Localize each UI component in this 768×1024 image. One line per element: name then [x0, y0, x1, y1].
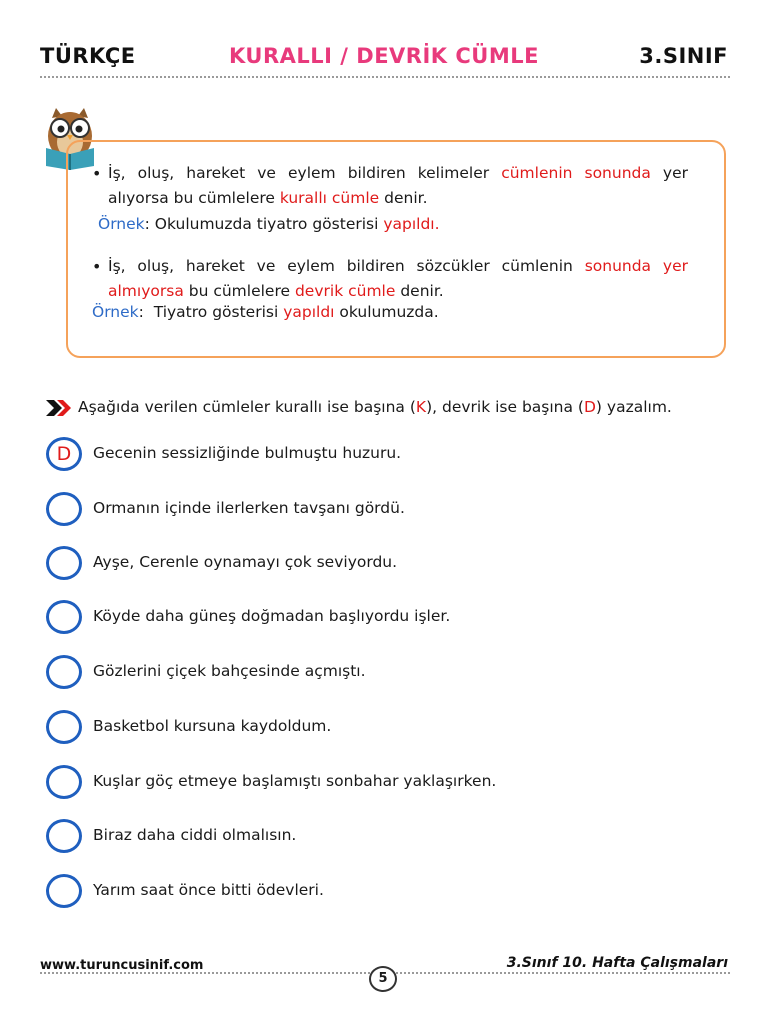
rule-text: İş, oluş, hareket ve eylem bildiren sözcükler cümlenin — [108, 257, 585, 275]
question-text: Gözlerini çiçek bahçesinde açmıştı. — [93, 662, 366, 680]
header-divider — [40, 76, 730, 78]
rule-highlight: sonunda yer almıyorsa — [108, 257, 688, 300]
answer-circle[interactable] — [46, 546, 82, 580]
answer-circle[interactable] — [46, 492, 82, 526]
rule-text: bu cümlelere — [183, 282, 295, 300]
instruction-letter-k: K — [415, 398, 427, 416]
question-row — [46, 492, 726, 532]
example-label: Örnek — [98, 215, 145, 233]
question-row — [46, 765, 726, 805]
rule-text: yer alıyorsa bu cümlelere — [108, 164, 688, 207]
footer-week-label: 3.Sınıf 10. Hafta Çalışmaları — [506, 955, 728, 971]
double-chevron-right-icon — [44, 398, 74, 418]
answer-value: D — [56, 443, 72, 465]
answer-value — [49, 713, 79, 741]
answer-circle[interactable] — [46, 710, 82, 744]
answer-circle[interactable] — [46, 765, 82, 799]
question-text: Basketbol kursuna kaydoldum. — [93, 717, 332, 735]
example-label: Örnek — [92, 303, 139, 321]
question-text: Köyde daha güneş doğmadan başlıyordu işler. — [93, 607, 451, 625]
example-text: : Okulumuzda tiyatro gösterisi — [144, 215, 384, 233]
question-text: Biraz daha ciddi olmalısın. — [93, 826, 297, 844]
question-row — [46, 655, 726, 695]
rule-text: İş, oluş, hareket ve eylem bildiren kelimeler — [108, 164, 502, 182]
answer-value — [49, 822, 79, 850]
answer-value — [49, 768, 79, 796]
question-row — [46, 546, 726, 586]
answer-value — [49, 549, 79, 577]
answer-circle[interactable] — [46, 819, 82, 853]
answer-value — [49, 495, 79, 523]
bullet: • — [92, 257, 102, 276]
grade-label: 3.SINIF — [639, 44, 728, 68]
page-number: 5 — [369, 966, 397, 992]
answer-circle[interactable] — [46, 874, 82, 908]
question-row — [46, 437, 726, 477]
question-text: Kuşlar göç etmeye başlamıştı sonbahar yaklaşırken. — [93, 772, 497, 790]
rule-highlight: kurallı cümle — [279, 189, 380, 207]
example-highlight: yapıldı. — [383, 215, 440, 233]
footer-website[interactable]: www.turuncusinif.com — [40, 958, 204, 973]
answer-circle[interactable] — [46, 600, 82, 634]
instruction-letter-d: D — [583, 398, 596, 416]
instruction — [44, 396, 672, 418]
question-row — [46, 600, 726, 640]
rule-text: denir. — [395, 282, 444, 300]
instruction-text: ) yazalım. — [595, 398, 672, 416]
rule-info-box — [66, 140, 726, 358]
instruction-text: ), devrik ise başına ( — [426, 398, 584, 416]
rule-highlight: cümlenin sonunda — [501, 164, 651, 182]
answer-circle[interactable] — [46, 655, 82, 689]
example-regular-sentence — [98, 213, 440, 235]
answer-value — [49, 658, 79, 686]
question-row — [46, 819, 726, 859]
question-row — [46, 874, 726, 914]
question-text: Yarım saat önce bitti ödevleri. — [93, 881, 324, 899]
instruction-text: Aşağıda verilen cümleler kurallı ise başına ( — [78, 398, 416, 416]
example-highlight: yapıldı — [283, 303, 335, 321]
answer-value — [49, 877, 79, 905]
answer-circle[interactable] — [46, 437, 82, 471]
example-inverted-sentence — [92, 301, 439, 323]
rule-inverted-sentence — [92, 254, 688, 304]
page-title: KURALLI / DEVRİK CÜMLE — [229, 44, 539, 68]
rule-text: denir. — [379, 189, 428, 207]
question-text: Gecenin sessizliğinde bulmuştu huzuru. — [93, 444, 402, 462]
rule-regular-sentence — [92, 161, 688, 211]
rule-highlight: devrik cümle — [294, 282, 396, 300]
bullet: • — [92, 164, 102, 183]
answer-value — [49, 603, 79, 631]
question-row — [46, 710, 726, 750]
example-text: okulumuzda. — [334, 303, 439, 321]
example-text: : Tiyatro gösterisi — [138, 303, 284, 321]
question-text: Ayşe, Cerenle oynamayı çok seviyordu. — [93, 553, 398, 571]
question-text: Ormanın içinde ilerlerken tavşanı gördü. — [93, 499, 405, 517]
subject-label: TÜRKÇE — [40, 44, 136, 68]
